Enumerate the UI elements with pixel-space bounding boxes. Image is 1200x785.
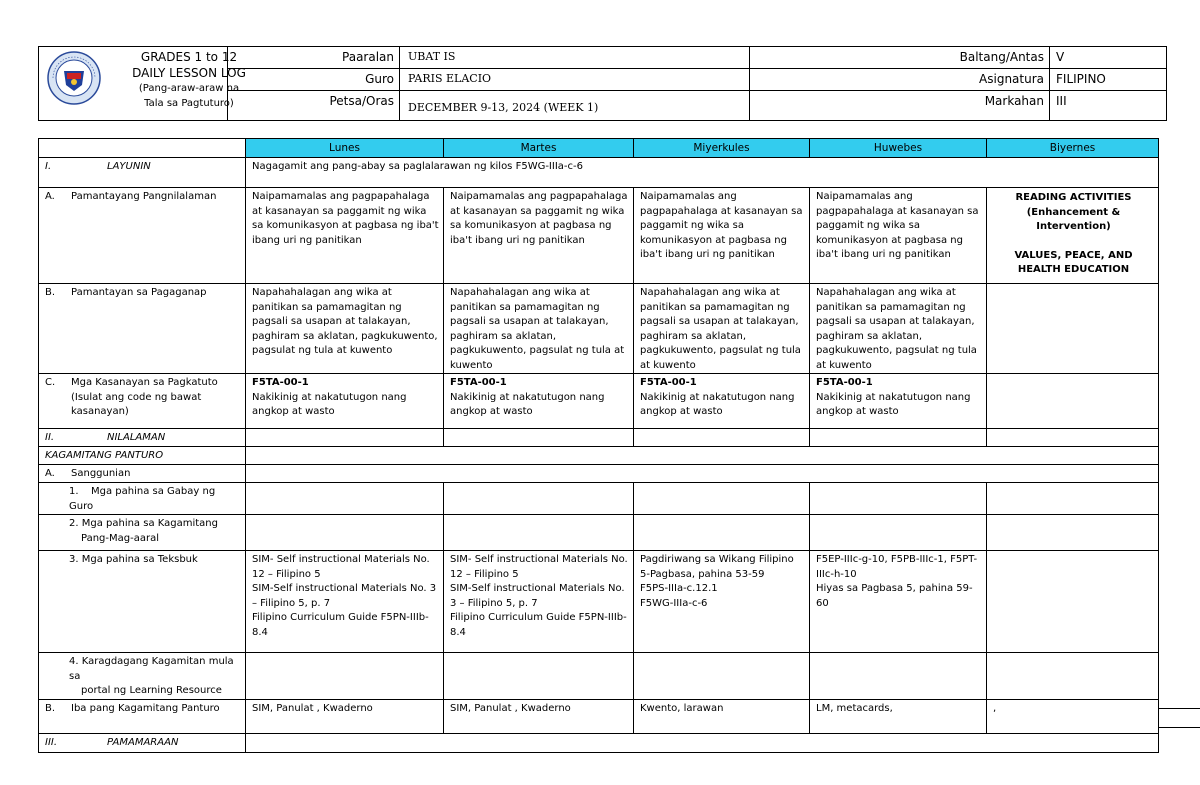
teksbuk-tue-line3: Filipino Curriculum Guide F5PN-IIIb-8.4 — [450, 612, 627, 638]
cell-mon — [246, 515, 444, 551]
empty-span-cell — [246, 465, 1159, 483]
cell-tue — [444, 429, 634, 447]
teksbuk-thu-line1: F5EP-IIIc-g-10, F5PB-IIIc-1, F5PT-IIIc-h-10 — [816, 554, 978, 580]
corner-cell — [39, 139, 246, 158]
row-label-sanggunian — [39, 465, 246, 483]
row-label-layunin — [39, 158, 246, 188]
row-label-kagamitang-mag-aaral — [39, 515, 246, 551]
cell-fri: , — [987, 699, 1159, 733]
row-label: Mga pahina sa Gabay ng Guro — [69, 486, 216, 512]
row-label: Sanggunian — [71, 468, 131, 479]
competency-code: F5TA-00-1 — [252, 377, 309, 388]
row-number: I. — [45, 161, 52, 172]
row-label-nilalaman — [39, 429, 246, 447]
title-cell — [39, 47, 246, 121]
cell-fri — [987, 429, 1159, 447]
row-label-karagdagang — [39, 653, 246, 700]
grade-value: V — [1050, 47, 1167, 69]
row-label: NILALAMAN — [107, 432, 166, 443]
cell-fri — [987, 374, 1159, 429]
cell-tue: SIM, Panulat , Kwaderno — [444, 699, 634, 733]
teksbuk-tue-line1: SIM- Self instructional Materials No. 12 – Filipino 5 — [450, 554, 628, 580]
cell-thu — [810, 653, 987, 700]
row-label: Iba pang Kagamitang Panturo — [71, 702, 220, 714]
table-row — [39, 158, 1159, 188]
values-title-2: HEALTH EDUCATION — [1017, 264, 1130, 275]
cell-tue — [444, 653, 634, 700]
cell-mon: Naipamamalas ang pagpapahalaga at kasanayan sa paggamit ng wika sa komunikasyon at pagbasa ng iba't ibang uri ng panitikan — [246, 188, 444, 284]
cell-tue — [444, 483, 634, 515]
reading-activities-sub1: (Enhancement & — [1026, 206, 1121, 218]
row-label-gabay — [39, 483, 246, 515]
row-label: Pamantayan sa Pagaganap — [71, 287, 207, 298]
table-row — [39, 374, 1159, 429]
row-label-pamamaraan — [39, 733, 246, 752]
date-label: Petsa/Oras — [228, 91, 400, 121]
header-table — [38, 46, 1167, 121]
table-row — [39, 188, 1159, 284]
values-title-1: VALUES, PEACE, AND — [1014, 249, 1133, 261]
empty-span-cell — [246, 733, 1159, 752]
reading-activities-sub2: Intervention) — [1036, 221, 1111, 232]
table-overflow-edge — [1158, 708, 1200, 728]
cell-fri — [987, 284, 1159, 374]
table-row — [39, 483, 1159, 515]
row-label-kagamitang-panturo: KAGAMITANG PANTURO — [39, 447, 246, 465]
title-grades: GRADES 1 to 12 — [140, 50, 238, 64]
row-label-teksbuk: 3. Mga pahina sa Teksbuk — [39, 551, 246, 653]
day-header-fri: Biyernes — [987, 139, 1159, 158]
cell-tue — [444, 515, 634, 551]
deped-seal-icon — [47, 51, 101, 105]
teksbuk-mon-line3: Filipino Curriculum Guide F5PN-IIIb-8.4 — [252, 612, 429, 638]
cell-wed — [634, 483, 810, 515]
cell-mon — [246, 653, 444, 700]
competency-text: Nakikinig at nakatutugon nang angkop at wasto — [640, 391, 795, 417]
cell-mon: Napahahalagan ang wika at panitikan sa pamamagitan ng pagsali sa usapan at talakayan, paghiram sa aklatan, pagkukuwento, pagsulat ng tula at kuwento — [246, 284, 444, 374]
table-row — [39, 284, 1159, 374]
title-sub-2: Tala sa Pagtuturo) — [144, 98, 234, 109]
table-row — [39, 653, 1159, 700]
row-number: B. — [45, 287, 56, 298]
cell-fri — [987, 483, 1159, 515]
competency-text: Nakikinig at nakatutugon nang angkop at wasto — [252, 391, 407, 417]
cell-mon: SIM, Panulat , Kwaderno — [246, 699, 444, 733]
school-value: UBAT IS — [400, 47, 750, 69]
teksbuk-mon-line2: SIM-Self instructional Materials No. 3 – Filipino 5, p. 7 — [252, 583, 437, 609]
cell-thu: LM, metacards, — [810, 699, 987, 733]
cell-thu — [810, 515, 987, 551]
teksbuk-thu-line2: Hiyas sa Pagbasa 5, pahina 59-60 — [816, 583, 973, 609]
school-label: Paaralan — [228, 47, 400, 69]
cell-mon — [246, 483, 444, 515]
cell-wed: Napahahalagan ang wika at panitikan sa pamamagitan ng pagsali sa usapan at talakayan, paghiram sa aklatan, pagkukuwento, pagsulat ng tula at kuwento — [634, 284, 810, 374]
cell-thu — [810, 483, 987, 515]
cell-fri — [987, 551, 1159, 653]
competency-code: F5TA-00-1 — [816, 377, 873, 388]
row-label-pamantayan-sa-pagganap — [39, 284, 246, 374]
cell-wed: Naipamamalas ang pagpapahalaga at kasanayan sa paggamit ng wika sa komunikasyon at pagbasa ng iba't ibang uri ng panitikan — [634, 188, 810, 284]
row-number: A. — [45, 191, 55, 202]
cell-wed — [634, 429, 810, 447]
date-value: DECEMBER 9-13, 2024 (WEEK 1) — [400, 91, 750, 121]
teksbuk-tue-line2: SIM-Self instructional Materials No. 3 – Filipino 5, p. 7 — [450, 583, 625, 609]
cell-tue: Napahahalagan ang wika at panitikan sa pamamagitan ng pagsali sa usapan at talakayan, paghiram sa aklatan, pagkukuwento, pagsulat ng tula at kuwento — [444, 284, 634, 374]
row-label: LAYUNIN — [107, 161, 151, 172]
row-number: C. — [45, 377, 56, 388]
subject-value: FILIPINO — [1050, 69, 1167, 91]
title-dll: DAILY LESSON LOG — [132, 66, 246, 80]
cell-thu — [810, 429, 987, 447]
row-label: Pamantayang Pangnilalaman — [71, 191, 217, 202]
table-row — [39, 551, 1159, 653]
cell-mon — [246, 551, 444, 653]
cell-wed — [634, 551, 810, 653]
row-label: Mga Kasanayan sa Pagkatuto — [71, 377, 218, 388]
day-header-thu: Huwebes — [810, 139, 987, 158]
cell-wed — [634, 653, 810, 700]
cell-thu — [810, 374, 987, 429]
row-sublabel: (Isulat ang code ng bawat kasanayan) — [71, 391, 202, 417]
competency-code: F5TA-00-1 — [450, 377, 507, 388]
row-label-kasanayan — [39, 374, 246, 429]
empty-span-cell — [246, 447, 1159, 465]
row-label-line2: portal ng Learning Resource — [81, 685, 222, 696]
reading-activities-title: READING ACTIVITIES — [1015, 192, 1132, 203]
cell-fri-reading — [987, 188, 1159, 284]
table-row — [39, 699, 1159, 733]
cell-fri — [987, 653, 1159, 700]
cell-wed — [634, 374, 810, 429]
table-row — [39, 465, 1159, 483]
table-row — [39, 447, 1159, 465]
table-row — [39, 515, 1159, 551]
cell-tue — [444, 374, 634, 429]
title-block — [114, 47, 264, 111]
row-number: A. — [45, 468, 55, 479]
cell-mon — [246, 374, 444, 429]
row-label: PAMAMARAAN — [107, 736, 179, 748]
cell-fri — [987, 515, 1159, 551]
day-header-wed: Miyerkules — [634, 139, 810, 158]
row-label-line2: Pang-Mag-aaral — [81, 532, 159, 544]
cell-tue: Naipamamalas ang pagpapahalaga at kasanayan sa paggamit ng wika sa komunikasyon at pagbasa ng iba't ibang uri ng panitikan — [444, 188, 634, 284]
quarter-value: III — [1050, 91, 1167, 121]
title-sub-1: (Pang-araw-araw na — [138, 83, 240, 94]
row-number: II. — [45, 432, 55, 443]
row-number: III. — [45, 736, 58, 748]
row-number: 1. — [69, 486, 79, 497]
cell-tue — [444, 551, 634, 653]
competency-text: Nakikinig at nakatutugon nang angkop at wasto — [450, 391, 605, 417]
layunin-text: Nagagamit ang pang-abay sa paglalarawan ng kilos F5WG-IIIa-c-6 — [246, 158, 1159, 188]
cell-thu: Napahahalagan ang wika at panitikan sa pamamagitan ng pagsali sa usapan at talakayan, paghiram sa aklatan, pagkukuwento, pagsulat ng tula at kuwento — [810, 284, 987, 374]
cell-thu — [810, 551, 987, 653]
lesson-log-table — [38, 138, 1159, 753]
cell-thu: Naipamamalas ang pagpapahalaga at kasanayan sa paggamit ng wika sa komunikasyon at pagbasa ng iba't ibang uri ng panitikan — [810, 188, 987, 284]
cell-mon — [246, 429, 444, 447]
cell-wed — [634, 515, 810, 551]
teacher-label: Guro — [228, 69, 400, 91]
teksbuk-wed-line3: F5WG-IIIa-c-6 — [640, 597, 708, 609]
quarter-label: Markahan — [750, 91, 1050, 121]
day-header-mon: Lunes — [246, 139, 444, 158]
grade-label: Baltang/Antas — [750, 47, 1050, 69]
teksbuk-wed-line1: Pagdiriwang sa Wikang Filipino 5-Pagbasa, pahina 53-59 — [640, 554, 794, 580]
cell-wed: Kwento, larawan — [634, 699, 810, 733]
competency-text: Nakikinig at nakatutugon nang angkop at wasto — [816, 391, 971, 417]
teksbuk-mon-line1: SIM- Self instructional Materials No. 12 – Filipino 5 — [252, 554, 430, 580]
table-row — [39, 429, 1159, 447]
day-header-tue: Martes — [444, 139, 634, 158]
table-row — [39, 733, 1159, 752]
row-label-pamantayang-pangnilalaman — [39, 188, 246, 284]
teacher-value: PARIS ELACIO — [400, 69, 750, 91]
row-label-line1: 4. Karagdagang Kagamitan mula sa — [69, 656, 234, 682]
teksbuk-wed-line2: F5PS-IIIa-c.12.1 — [640, 583, 718, 594]
row-number: B. — [45, 702, 56, 714]
row-label-iba-pang — [39, 699, 246, 733]
competency-code: F5TA-00-1 — [640, 377, 697, 388]
subject-label: Asignatura — [750, 69, 1050, 91]
row-label-line1: 2. Mga pahina sa Kagamitang — [69, 518, 218, 529]
day-header-row — [39, 139, 1159, 158]
